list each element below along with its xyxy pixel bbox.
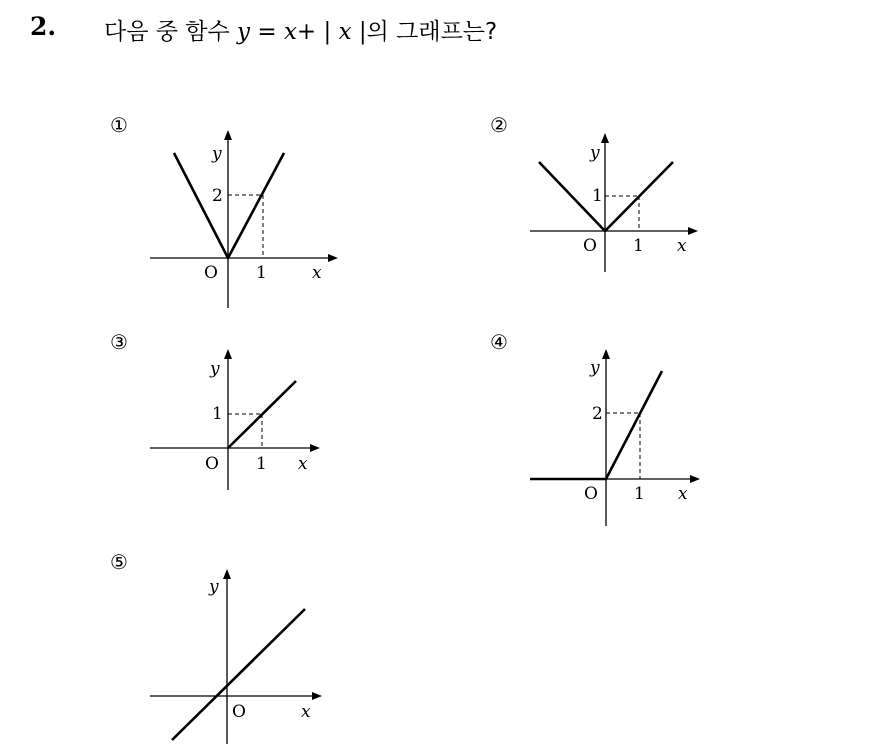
x-axis-label: x	[677, 236, 687, 256]
y-axis-label: y	[590, 143, 600, 163]
x-axis-label: x	[312, 263, 322, 283]
x-axis-arrow-icon	[312, 692, 322, 700]
origin-label: O	[584, 484, 598, 504]
y-axis-label: y	[210, 359, 220, 379]
option-1-marker[interactable]: ①	[110, 113, 128, 137]
y-tick-label: 1	[592, 186, 603, 206]
question-number: 2.	[30, 12, 57, 41]
x-axis-label: x	[298, 454, 308, 474]
y-tick-label: 1	[212, 404, 223, 424]
formula-bar: |	[351, 19, 367, 45]
formula-x2: x	[338, 19, 352, 45]
x-tick-label: 1	[256, 454, 267, 474]
formula-x1: x	[283, 19, 297, 45]
option-4-marker[interactable]: ④	[490, 330, 508, 354]
x-axis-label: x	[301, 702, 311, 722]
question-suffix: 의 그래프는?	[366, 19, 498, 45]
formula-plus: + |	[296, 19, 339, 45]
origin-label: O	[204, 263, 218, 283]
formula-y: y	[237, 19, 251, 45]
origin-label: O	[232, 702, 246, 722]
origin-label: O	[205, 454, 219, 474]
x-tick-label: 1	[633, 236, 644, 256]
question-prefix: 다음 중 함수	[104, 19, 238, 45]
y-tick-label: 2	[592, 404, 603, 424]
x-tick-label: 1	[256, 263, 267, 283]
formula-eq: =	[250, 19, 284, 45]
y-tick-label: 2	[212, 186, 223, 206]
y-axis-label: y	[590, 358, 600, 378]
y-axis-arrow-icon	[223, 569, 231, 579]
origin-label: O	[583, 236, 597, 256]
y-axis-label: y	[212, 144, 222, 164]
option-2-marker[interactable]: ②	[490, 113, 508, 137]
x-tick-label: 1	[634, 484, 645, 504]
x-axis-label: x	[678, 484, 688, 504]
option-5-marker[interactable]: ⑤	[110, 550, 128, 574]
y-axis-label: y	[209, 577, 219, 597]
option-3-marker[interactable]: ③	[110, 330, 128, 354]
